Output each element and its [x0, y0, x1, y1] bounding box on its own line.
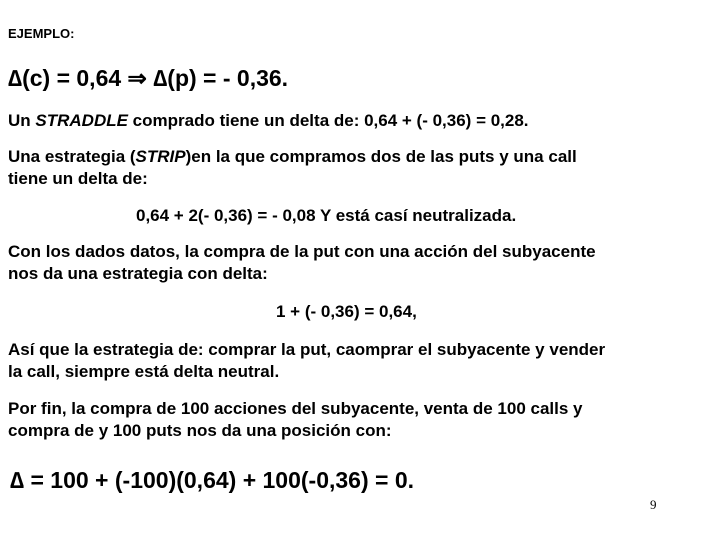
- strategy-line-1: Así que la estrategia de: comprar la put, caomprar el subyacente y vender: [8, 340, 606, 359]
- straddle-term: STRADDLE: [35, 111, 128, 130]
- straddle-line: [8, 110, 529, 132]
- strip-formula: 0,64 + 2(- 0,36) = - 0,08 Y está casí neutralizada.: [136, 206, 517, 225]
- final-line-2: compra de y 100 puts nos da una posición con:: [8, 421, 392, 440]
- final-formula: ∆ = 100 + (-100)(0,64) + 100(-0,36) = 0.: [10, 467, 415, 493]
- strip-prefix: Una estrategia (: [8, 147, 136, 166]
- straddle-suffix: comprado tiene un delta de: 0,64 + (- 0,36) = 0,28.: [127, 111, 529, 130]
- put-stock-line-2: nos da una estrategia con delta:: [8, 264, 268, 283]
- strip-line-1: [8, 146, 577, 168]
- final-line-1: Por fin, la compra de 100 acciones del subyacente, venta de 100 calls y: [8, 399, 583, 418]
- strip-term: STRIP: [135, 147, 186, 166]
- put-stock-line-1: Con los dados datos, la compra de la put con una acción del subyacente: [8, 242, 596, 261]
- strip-line-2: tiene un delta de:: [8, 169, 148, 188]
- put-stock-formula: 1 + (- 0,36) = 0,64,: [276, 302, 417, 321]
- strategy-line-2: la call, siempre está delta neutral.: [8, 362, 280, 381]
- straddle-prefix: Un: [8, 111, 36, 130]
- strip-suffix: )en la que compramos dos de las puts y una call: [185, 147, 577, 166]
- delta-line: ∆(c) = 0,64 ⇒ ∆(p) = - 0,36.: [8, 65, 289, 91]
- page-number: 9: [650, 497, 657, 512]
- heading: EJEMPLO:: [8, 26, 75, 41]
